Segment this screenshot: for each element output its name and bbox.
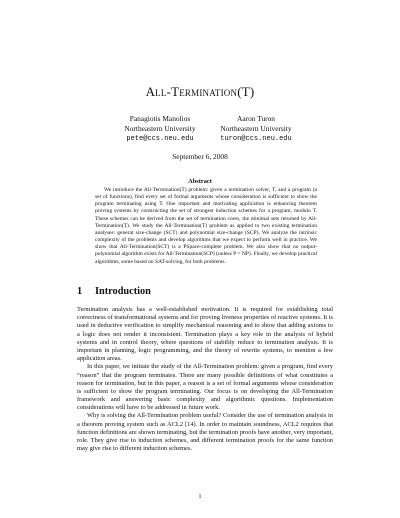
author-1 (108, 114, 212, 144)
author-name: Panagiotis Manolios (129, 114, 191, 123)
author-2 (210, 114, 302, 144)
author-email: turon@ccs.neu.edu (220, 135, 292, 143)
author-email: pete@ccs.neu.edu (126, 135, 194, 143)
paragraph: Termination analysis has a well-established motivation. It is required for establishing total correctness of transformational systems and for proving liveness properties of reactive systems. It is used in deductive verification to simplify mechanical reasoning and to show that adding axioms to a logic does not render it inconsistent. Termination plays a key role in the analysis of hybrid systems and in control theory, where questions of stability reduce to termination analysis. It is important in planning, logic programming, and the theory of rewrite systems, to mention a few application areas. (77, 306, 333, 363)
paragraph: In this paper, we initiate the study of the All-Termination problem: given a program, find every “reason” that the program terminates. There are many possible definitions of what constitutes a reason for termination, but in this paper, a reason is a set of formal arguments whose consideration is sufficient to show the program terminating. Our focus is on developing the All-Termination framework and answering basic complexity and algorithmic questions. Implementation considerations will have to be addressed in future work. (77, 363, 333, 412)
paragraph: Why is solving the All-Termination problem useful? Consider the use of termination analysis in a theorem proving system such as ACL2 [14]. In order to maintain soundness, ACL2 requires that function definitions are shown terminating, but the termination proofs have another, very important, role. They give rise to induction schemes, and different termination proofs for the same function may give rise to different induction schemes. (77, 412, 333, 453)
section-title: Introduction (95, 286, 151, 297)
author-name: Aaron Turon (237, 114, 275, 123)
author-affiliation: Northeastern University (124, 124, 196, 133)
paper-title: All-Termination(T) (145, 84, 255, 99)
section-body (77, 306, 333, 453)
section-heading (77, 286, 151, 297)
page-number: 1 (198, 493, 202, 500)
abstract-heading: Abstract (188, 178, 212, 185)
author-affiliation: Northeastern University (220, 124, 292, 133)
publication-date: September 6, 2008 (172, 152, 228, 161)
abstract-text: We introduce the All-Termination(T) problem: given a termination solver, T, and a program (a set of functions), find every set of formal arguments whose consideration is sufficient to show the program terminating using T. One important and motivating application is enhancing theorem proving systems by constructing the set of strongest induction schemes for a program, modulo T. These schemes can be derived from the set of termination cores, the minimal sets returned by All-Termination(T). We study the All-Termination(T) problem as applied to two existing termination analyses: general size-change (SCT) and polynomial size-change (SCP). We analyze the intrinsic complexity of the problems and develop algorithms that we expect to perform well in practice. We show that All-Termination(SCT) is a PSpace-complete problem. We also show that no output-polynomial algorithm exists for All-Termination(SCP) (unless P = NP). Finally, we develop practical algorithms, some based on SAT-solving, for both problems. (95, 187, 317, 265)
section-number: 1 (77, 286, 83, 297)
